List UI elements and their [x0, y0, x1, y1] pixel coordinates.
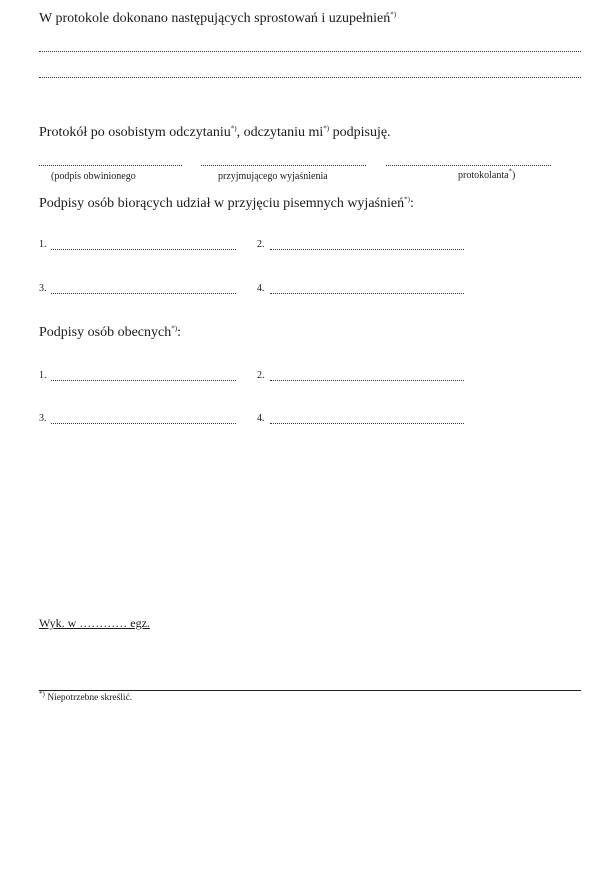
read-statement-part1: Protokół po osobistym odczytaniu — [39, 125, 231, 140]
present-signature-3[interactable] — [51, 423, 236, 424]
read-statement — [39, 125, 391, 141]
footnote-marker: *) — [171, 324, 178, 333]
corrections-line-2[interactable] — [39, 77, 581, 78]
participant-signature-3[interactable] — [51, 293, 236, 294]
participant-number-1: 1. — [39, 239, 47, 250]
caption-clerk — [458, 167, 516, 181]
present-signature-2[interactable] — [270, 380, 464, 381]
participant-signature-1[interactable] — [51, 249, 236, 250]
copies-note: Wyk. w ………… egz. — [39, 616, 150, 630]
participant-number-2: 2. — [257, 239, 265, 250]
caption-clerk-text: protokolanta — [458, 170, 509, 181]
footnote-marker: *) — [230, 124, 237, 133]
present-signature-1[interactable] — [51, 380, 236, 381]
present-number-4: 4. — [257, 413, 265, 424]
caption-accused: (podpis obwinionego — [51, 171, 136, 182]
corrections-line-1[interactable] — [39, 51, 581, 52]
caption-receiver: przyjmującego wyjaśnienia — [218, 171, 328, 182]
footnote — [39, 689, 133, 703]
present-number-3: 3. — [39, 413, 47, 424]
participants-heading — [39, 196, 414, 212]
participants-heading-text: Podpisy osób biorących udział w przyjęciu pisemnych wyjaśnień — [39, 196, 405, 211]
read-statement-part3: podpisuję. — [329, 125, 391, 140]
present-heading — [39, 325, 181, 341]
participant-signature-2[interactable] — [270, 249, 464, 250]
present-number-1: 1. — [39, 370, 47, 381]
present-signature-4[interactable] — [270, 423, 464, 424]
footnote-text: Niepotrzebne skreślić. — [44, 693, 133, 703]
footnote-marker: *) — [404, 195, 410, 204]
participant-number-4: 4. — [257, 283, 265, 294]
footnote-marker: *) — [39, 689, 45, 698]
participants-heading-colon: : — [409, 196, 414, 211]
corrections-heading-text: W protokole dokonano następujących sprostowań i uzupełnień — [39, 11, 391, 26]
read-statement-part2: , odczytaniu mi — [236, 125, 324, 140]
footnote-marker: * — [508, 167, 513, 176]
present-heading-colon: : — [177, 325, 181, 340]
present-number-2: 2. — [257, 370, 265, 381]
footnote-marker: *) — [390, 10, 397, 19]
signature-line-clerk[interactable] — [386, 165, 551, 166]
signature-line-accused[interactable] — [39, 165, 182, 166]
participant-number-3: 3. — [39, 283, 47, 294]
corrections-heading — [39, 11, 396, 27]
participant-signature-4[interactable] — [270, 293, 464, 294]
caption-clerk-close: ) — [512, 170, 516, 181]
signature-line-receiver[interactable] — [201, 165, 366, 166]
footnote-divider — [39, 690, 581, 691]
present-heading-text: Podpisy osób obecnych — [39, 325, 172, 340]
footnote-marker: *) — [323, 124, 330, 133]
